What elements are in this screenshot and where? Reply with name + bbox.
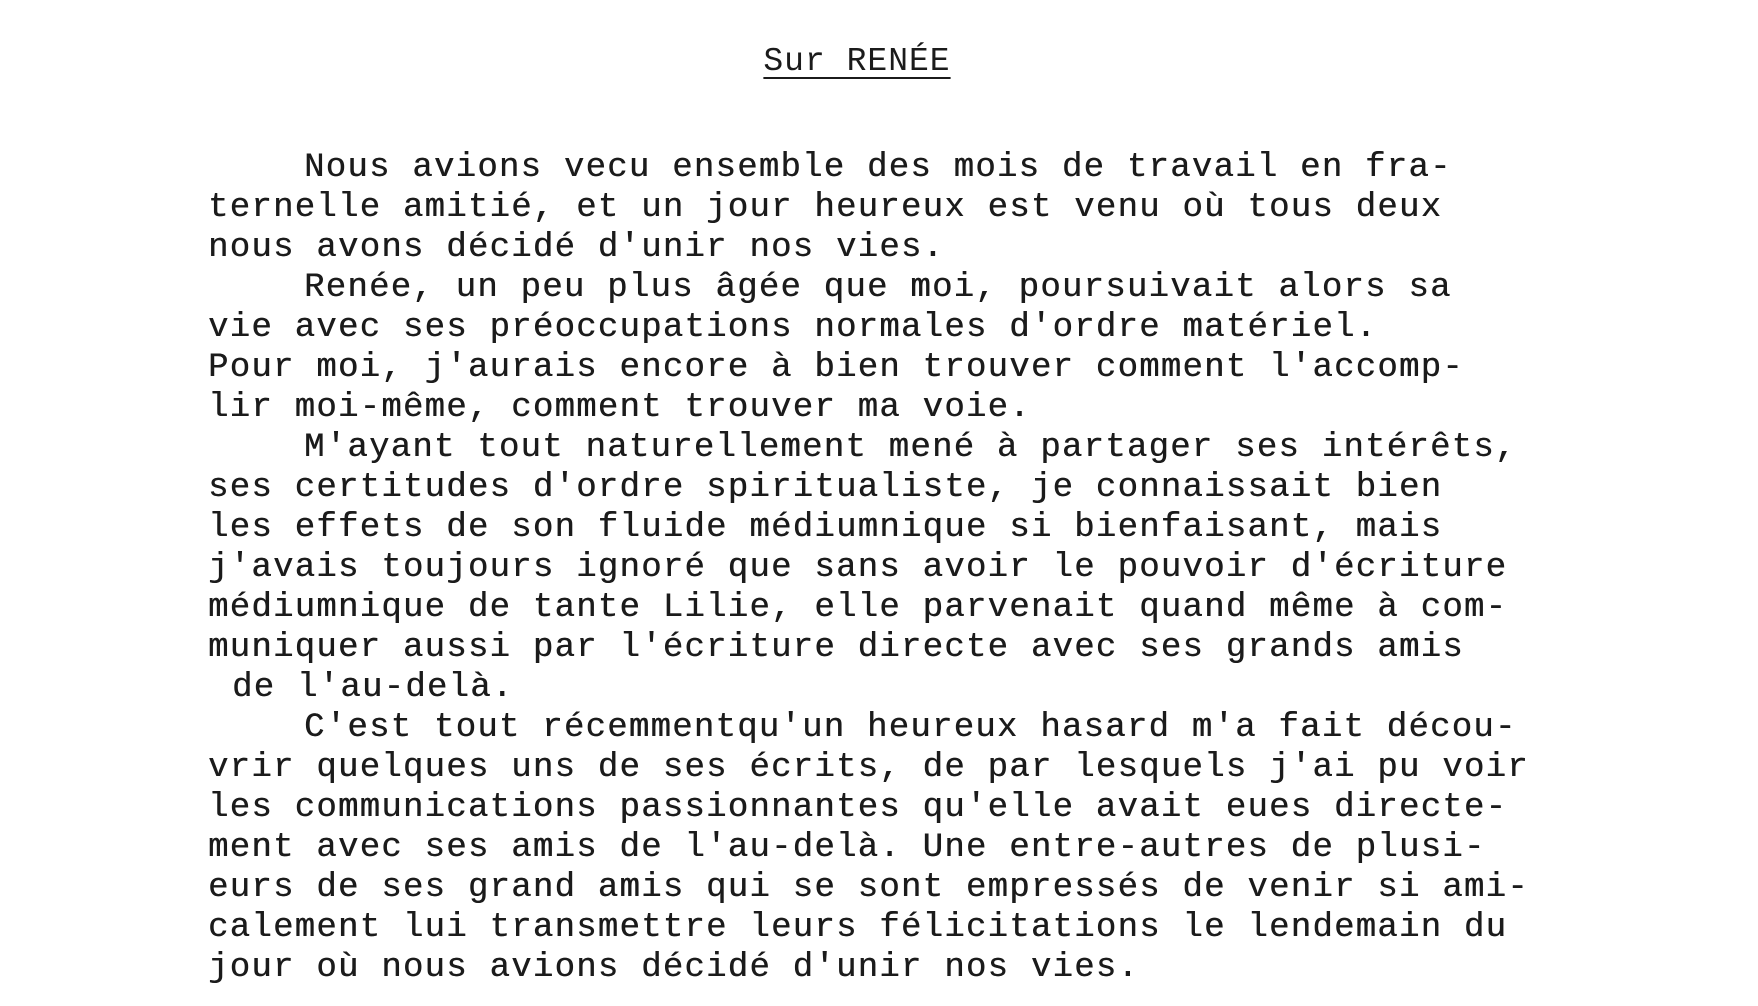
text-line: de l'au-delà. [232,669,514,707]
text-line: ternelle amitié, et un jour heureux est venu où tous deux [208,189,1443,227]
text-line: Nous avions vecu ensemble des mois de travail en fra- [304,149,1452,187]
page-title-text: Sur RENÉE [763,43,951,80]
text-line: nous avons décidé d'unir nos vies. [208,229,945,267]
text-line: eurs de ses grand amis qui se sont empressés de venir si ami- [208,869,1529,907]
text-line: C'est tout récemmentqu'un heureux hasard m'a fait décou- [304,709,1517,747]
text-line: vie avec ses préoccupations normales d'ordre matériel. [208,309,1378,347]
text-line: Pour moi, j'aurais encore à bien trouver comment l'accomp- [208,349,1464,387]
text-line: Renée, un peu plus âgée que moi, poursuivait alors sa [304,269,1452,307]
text-line: muniquer aussi par l'écriture directe avec ses grands amis [208,629,1464,667]
text-line: ment avec ses amis de l'au-delà. Une entre-autres de plusi- [208,829,1486,867]
text-line: jour où nous avions décidé d'unir nos vies. [208,949,1140,987]
text-line: lir moi-même, comment trouver ma voie. [208,389,1031,427]
text-line: vrir quelques uns de ses écrits, de par lesquels j'ai pu voir [208,749,1529,787]
text-line: médiumnique de tante Lilie, elle parvenait quand même à com- [208,589,1508,627]
text-line: les effets de son fluide médiumnique si bienfaisant, mais [208,509,1443,547]
text-line: ses certitudes d'ordre spiritualiste, je connaissait bien [208,469,1443,507]
body-text [208,148,1708,988]
text-line: M'ayant tout naturellement mené à partager ses intérêts, [304,429,1517,467]
text-line: j'avais toujours ignoré que sans avoir le pouvoir d'écriture [208,549,1508,587]
page-title [0,42,1736,82]
text-line: les communications passionnantes qu'elle avait eues directe- [208,789,1508,827]
text-line: calement lui transmettre leurs félicitations le lendemain du [208,909,1508,947]
